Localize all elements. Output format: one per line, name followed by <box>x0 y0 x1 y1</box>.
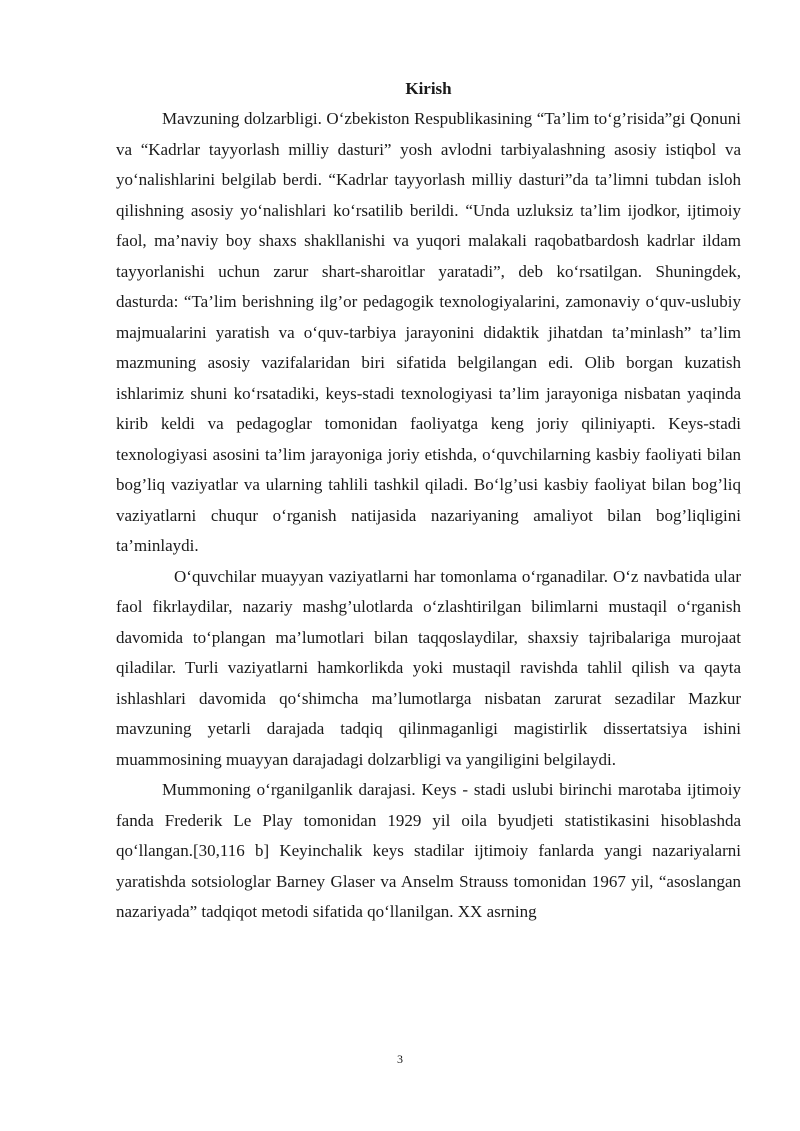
paragraph-study-degree: Mummoning o‘rganilganlik darajasi. Keys - stadi uslubi birinchi marotaba ijtimoiy fanda Frederik Le Play tomonidan 1929 yil oila byudjeti statistikasini hisoblashda qo‘llangan.[30,116 b] Keyinchalik keys stadilar ijtimoiy fanlarda yangi nazariyalarni yaratishda sotsiologlar Barney Glaser va Anselm Strauss tomonidan 1967 yil, “asoslangan nazariyada” tadqiqot metodi sifatida qo‘llanilgan. XX asrning <box>116 780 741 921</box>
paragraph-relevance: Mavzuning dolzarbligi. O‘zbekiston Respublikasining “Ta’lim to‘g’risida”gi Qonuni va “Kadrlar tayyorlash milliy dasturi” yosh avlodni tarbiyalashning asosiy istiqbol va yo‘nalishlarini belgilab berdi. “Kadrlar tayyorlash milliy dasturi”da ta’limni tubdan isloh qilishning asosiy yo‘nalishlari ko‘rsatilib berildi. “Unda uzluksiz ta’lim ijodkor, ijtimoiy faol, ma’naviy boy shaxs shakllanishi va yuqori malakali raqobatbardosh kadrlar ildam tayyorlanishi uchun zarur shart-sharoitlar yaratadi”, deb ko‘rsatilgan. Shuningdek, dasturda: “Ta’lim berishning ilg’or pedagogik texnologiyalarini, zamonaviy o‘quv-uslubiy majmualarini yaratish va o‘quv-tarbiya jarayonini didaktik jihatdan ta’minlash” ta’lim mazmuning asosiy vazifalaridan biri sifatida belgilangan edi. Olib borgan kuzatish ishlarimiz shuni ko‘rsatadiki, keys-stadi texnologiyasi ta’lim jarayoniga nisbatan yaqinda kirib keldi va pedagoglar tomonidan faoliyatga keng joriy qiliniyapti. Keys-stadi texnologiyasi asosini ta’lim jarayoniga joriy etishda, o‘quvchilarning kasbiy faoliyati bilan bog’liq vaziyatlar va ularning tahlili tashkil qiladi. Bo‘lg’usi kasbiy faoliyat bilan bog’liq vaziyatlarni chuqur o‘rganish natijasida nazariyaning amaliyot bilan bog’liqligini ta’minlaydi. <box>116 109 741 555</box>
paragraph-students: O‘quvchilar muayyan vaziyatlarni har tomonlama o‘rganadilar. O‘z navbatida ular faol fikrlaydilar, nazariy mashg’ulotlarda o‘zlashtirilgan bilimlarni mustaqil o‘rganish davomida to‘plangan ma’lumotlari bilan taqqoslaydilar, shaxsiy tajribalariga murojaat qiladilar. Turli vaziyatlarni hamkorlikda yoki mustaqil ravishda tahlil qilish va qayta ishlashlari davomida qo‘shimcha ma’lumotlarga nisbatan zarurat sezadilar Mazkur mavzuning yetarli darajada tadqiq qilinmaganligi magistirlik dissertatsiya ishini muammosining muayyan darajadagi dolzarbligi va yangiligini belgilaydi. <box>116 566 741 769</box>
document-body <box>116 76 741 928</box>
section-title: Kirish <box>405 79 452 98</box>
page-number: 3 <box>397 1052 403 1066</box>
